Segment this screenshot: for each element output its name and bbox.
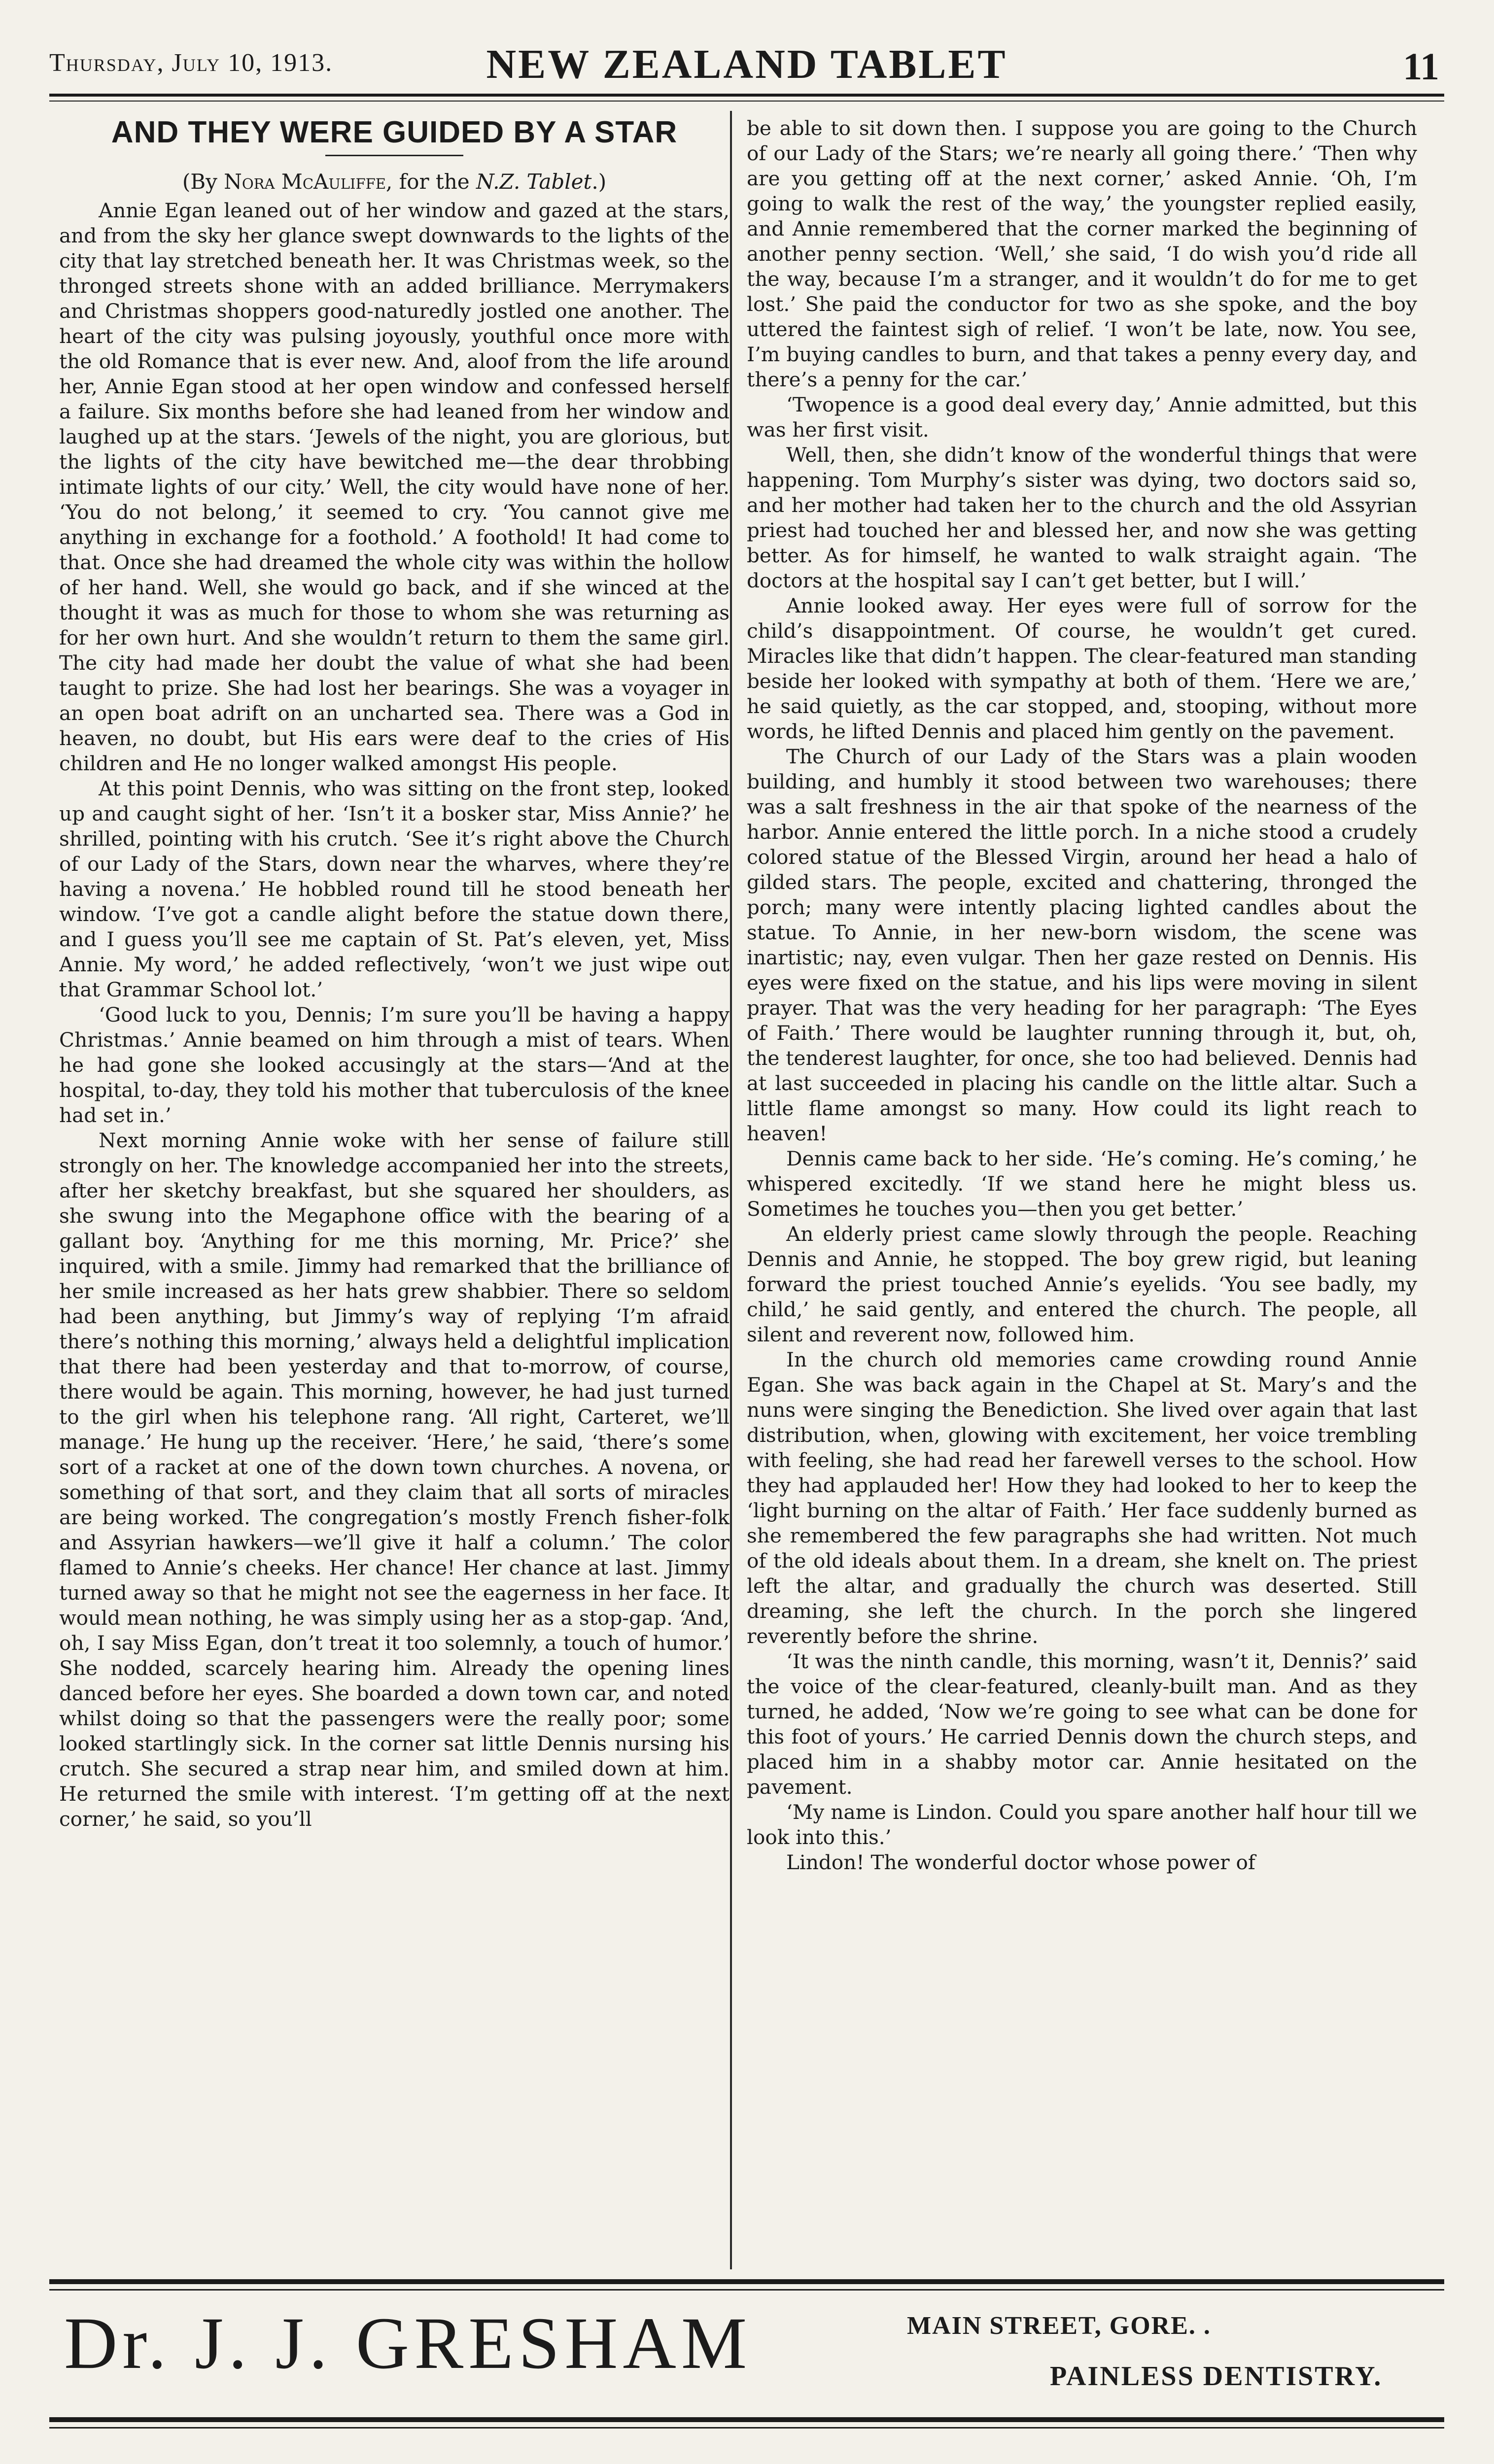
article-paragraph: Next morning Annie woke with her sense of failure still strongly on her. The knowledge accompanied her into the streets, after her sketchy breakfast, but she squared her shoulders, as she swung into the Megaphone office with the bearing of a gallant boy. ‘Anything for me this morning, Mr. Price?’ she inquired, with a smile. Jimmy had remarked that the brilliance of her smile increased as her hats grew shabbier. There so seldom had been anything, but Jimmy’s way of replying ‘I’m afraid there’s nothing this morning,’ always held a delightful implication that there had been yesterday and that to-morrow, of course, there would be again. This morning, however, he had just turned to the girl when his telephone rang. ‘All right, Carteret, we’ll manage.’ He hung up the receiver. ‘Here,’ he said, ‘there’s some sort of a racket at one of the down town churches. A novena, or something of that sort, and they claim that all sorts of miracles are being worked. The congregation’s mostly French fisher-folk and Assyrian hawkers—we’ll give it half a column.’ The color flamed to Annie’s cheeks. Her chance! Her chance at last. Jimmy turned away so that he might not see the eagerness in her face. It would mean nothing, he was simply using her as a stop-gap. ‘And, oh, I say Miss Egan, don’t treat it too solemnly, a touch of humor.’ She nodded, scarcely hearing him. Already the opening lines danced before her eyes. She boarded a down town car, and noted whilst doing so that the passengers were the really poor; some looked startlingly sick. In the corner sat little Dennis nursing his crutch. She secured a strap near him, and smiled down at him. He returned the smile with interest. ‘I’m getting off at the next corner,’ he said, so you’ll	[59, 1129, 730, 1831]
article-title: AND THEY WERE GUIDED BY A STAR	[111, 116, 678, 149]
column-divider	[730, 111, 732, 2269]
advertisement-rule-bottom	[49, 2417, 1444, 2422]
masthead	[49, 34, 1444, 94]
article-paragraph: Lindon! The wonderful doctor whose power of	[786, 1850, 1255, 1874]
article-paragraph: ‘Good luck to you, Dennis; I’m sure you’ll be having a happy Christmas.’ Annie beamed on him through a mist of tears. When he had gone she looked accusingly at the stars—‘And at the hospital, to-day, they told his mother that tuberculosis of the knee had set in.’	[59, 1003, 730, 1127]
article-column-right	[747, 116, 1417, 2264]
byline-suffix: .)	[591, 170, 607, 194]
advertiser-name: Dr. J. J. GRESHAM	[64, 2302, 752, 2384]
byline-prefix: (By	[182, 170, 224, 194]
issue-date: Thursday, July 10, 1913.	[49, 49, 333, 77]
article-paragraph: Well, then, she didn’t know of the wonderful things that were happening. Tom Murphy’s sister was dying, two doctors said so, and her mother had taken her to the church and the old Assyrian priest had touched her and blessed her, and now she was getting better. As for himself, he wanted to walk straight again. ‘The doctors at the hospital say I can’t get better, but I will.’	[747, 443, 1417, 592]
page-number: 11	[1403, 45, 1439, 88]
article-column-left	[59, 116, 730, 2264]
advertisement-rule-top-thin	[49, 2289, 1444, 2291]
article-paragraph: An elderly priest came slowly through the people. Reaching Dennis and Annie, he stopped. The boy grew rigid, but leaning forward the priest touched Annie’s eyelids. ‘You see badly, my child,’ he said gently, and entered the church. The people, all silent and reverent now, followed him.	[747, 1222, 1417, 1346]
article-paragraph: In the church old memories came crowding round Annie Egan. She was back again in the Chapel at St. Mary’s and the nuns were singing the Benediction. She lived over again that last distribution, when, glowing with excitement, her voice trembling with feeling, she had read her farewell verses to the school. How they had applauded her! How they had looked to her to keep the ‘light burning on the altar of Faith.’ Her face suddenly burned as she remembered the few paragraphs she had written. Not much of the old ideals about them. In a dream, she knelt on. The priest left the altar, and gradually the church was deserted. Still dreaming, she left the church. In the porch she lingered reverently before the shrine.	[747, 1348, 1417, 1648]
byline-mid: , for the	[385, 170, 476, 194]
byline-publication: N.Z. Tablet	[476, 170, 592, 194]
article-paragraph: ‘My name is Lindon. Could you spare another half hour till we look into this.’	[747, 1800, 1417, 1849]
article-paragraph: ‘Twopence is a good deal every day,’ Annie admitted, but this was her first visit.	[747, 393, 1417, 442]
article-paragraph: ‘It was the ninth candle, this morning, wasn’t it, Dennis?’ said the voice of the clear-featured, cleanly-built man. And as they turned, he added, ‘Now we’re going to see what can be done for this foot of yours.’ He carried Dennis down the church steps, and placed him in a shabby motor car. Annie hesitated on the pavement.	[747, 1649, 1417, 1799]
advertiser-address: MAIN STREET, GORE. .	[907, 2312, 1211, 2340]
article-paragraph: Annie Egan leaned out of her window and gazed at the stars, and from the sky her glance swept downwards to the lights of the city that lay stretched beneath her. It was Christmas week, so the thronged streets shone with an added brilliance. Merrymakers and Christmas shoppers good-naturedly jostled one another. The heart of the city was pulsing joyously, youthful once more with the old Romance that is ever new. And, aloof from the life around her, Annie Egan stood at her open window and confessed herself a failure. Six months before she had leaned from her window and laughed up at the stars. ‘Jewels of the night, you are glorious, but the lights of the city have bewitched me—the dear throbbing intimate lights of our city.’ Well, the city would have none of her. ‘You do not belong,’ it seemed to cry. ‘You cannot give me anything in exchange for a foothold.’ A foothold! It had come to that. Once she had dreamed the whole city was within the hollow of her hand. Well, she would go back, and if she winced at the thought it was as much for those to whom she was returning as for her own hurt. And she wouldn’t return to them the same girl. The city had made her doubt the value of what she had been taught to prize. She had lost her bearings. She was a voyager in an open boat adrift on an uncharted sea. There was a God in heaven, no doubt, but His ears were deaf to the cries of His children and He no longer walked amongst His people.	[59, 199, 730, 775]
advertisement-rule-top	[49, 2279, 1444, 2284]
masthead-rule	[49, 94, 1444, 97]
article-paragraph: be able to sit down then. I suppose you are going to the Church of our Lady of the Stars; we’re nearly all going there.’ ‘Then why are you getting off at the next corner,’ asked Annie. ‘Oh, I’m going to walk the rest of the way,’ the youngster replied easily, and Annie remembered that the corner marked the beginning of another penny section. ‘Well,’ she said, ‘I do wish you’d ride all the way, because I’m a stranger, and it wouldn’t do for me to get lost.’ She paid the conductor for two as she spoke, and the boy uttered the faintest sigh of relief. ‘I won’t be late, now. You see, I’m buying candles to burn, and that takes a penny every day, and there’s a penny for the car.’	[747, 116, 1417, 391]
article-paragraph: At this point Dennis, who was sitting on the front step, looked up and caught sight of her. ‘Isn’t it a bosker star, Miss Annie?’ he shrilled, pointing with his crutch. ‘See it’s right above the Church of our Lady of the Stars, down near the wharves, where they’re having a novena.’ He hobbled round till he stood beneath her window. ‘I’ve got a candle alight before the statue down there, and I guess you’ll see me captain of St. Pat’s eleven, yet, Miss Annie. My word,’ he added reflectively, ‘won’t we just wipe out that Grammar School lot.’	[59, 777, 730, 1001]
article-paragraph: The Church of our Lady of the Stars was a plain wooden building, and humbly it stood between two warehouses; there was a salt freshness in the air that spoke of the nearness of the harbor. Annie entered the little porch. In a niche stood a crudely colored statue of the Blessed Virgin, around her head a halo of gilded stars. The people, excited and chattering, thronged the porch; many were intently placing lighted candles about the statue. To Annie, in her new-born wisdom, the scene was inartistic; nay, even vulgar. Then her gaze rested on Dennis. His eyes were fixed on the statue, and his lips were moving in silent prayer. That was the very heading for her paragraph: ‘The Eyes of Faith.’ There would be laughter running through it, but, oh, the tenderest laughter, for once, she too had believed. Dennis had at last succeeded in placing his candle on the little altar. Such a little flame amongst so many. How could its light reach to heaven!	[747, 745, 1417, 1145]
article-paragraph: Annie looked away. Her eyes were full of sorrow for the child’s disappointment. Of course, he wouldn’t get cured. Miracles like that didn’t happen. The clear-featured man standing beside her looked with sympathy at both of them. ‘Here we are,’ he said quietly, as the car stopped, and, stooping, without more words, he lifted Dennis and placed him gently on the pavement.	[747, 594, 1417, 743]
byline-author: Nora McAuliffe	[224, 170, 386, 194]
article-byline	[59, 169, 730, 194]
title-rule	[325, 155, 463, 156]
advertisement-rule-bottom-thin	[49, 2427, 1444, 2429]
masthead-rule-thin	[49, 101, 1444, 102]
advertiser-tagline: PAINLESS DENTISTRY.	[1050, 2361, 1383, 2392]
article-paragraph: Dennis came back to her side. ‘He’s coming. He’s coming,’ he whispered excitedly. ‘If we stand here he might bless us. Sometimes he touches you—then you get better.’	[747, 1147, 1417, 1221]
newspaper-title: NEW ZEALAND TABLET	[486, 41, 1008, 87]
